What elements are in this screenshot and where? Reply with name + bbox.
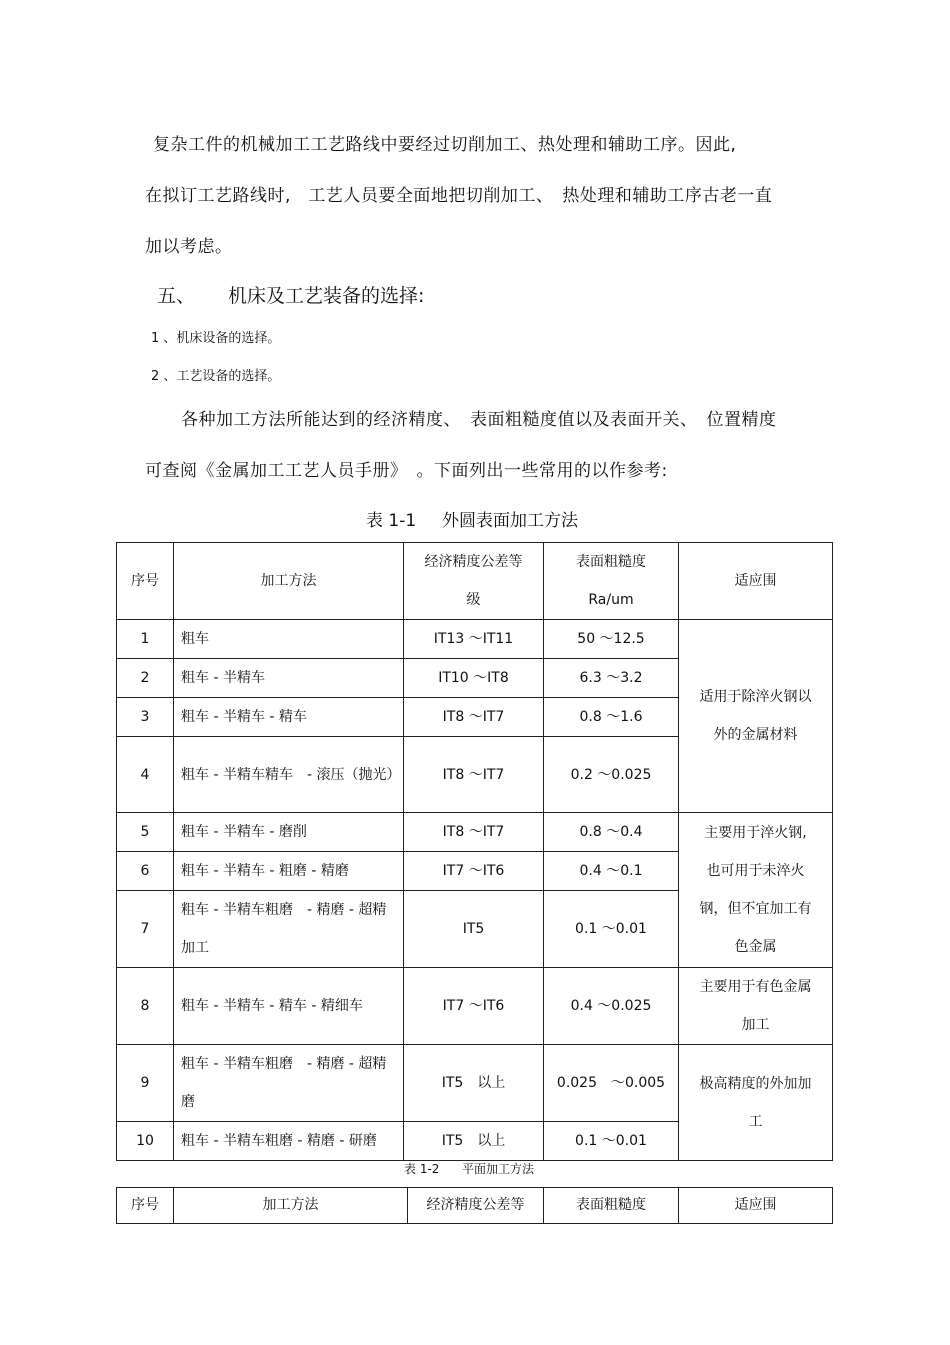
cell-num: 8 — [117, 968, 174, 1045]
cell-num: 10 — [117, 1122, 174, 1161]
table-caption-title: 平面加工方法 — [462, 1162, 535, 1176]
cell-num: 4 — [117, 737, 174, 813]
table-header-row — [117, 543, 833, 620]
table-plane-methods — [116, 1187, 833, 1224]
header-method: 加工方法 — [174, 543, 404, 620]
cell-scope: 主要用于有色金属 加工 — [679, 968, 833, 1045]
header-grade: 经济精度公差等 — [408, 1188, 544, 1224]
paragraph-line: 复杂工件的机械加工工艺路线中要经过切削加工、热处理和辅助工序。因此, — [153, 135, 737, 155]
header-method: 加工方法 — [174, 1188, 408, 1224]
cell-method: 粗车 - 半精车粗磨 - 精磨 - 研磨 — [174, 1122, 404, 1161]
cell-method: 粗车 - 半精车粗磨 - 精磨 - 超精加工 — [174, 891, 404, 968]
cell-grade: IT5 以上 — [404, 1122, 544, 1161]
cell-scope: 极高精度的外加加 工 — [679, 1045, 833, 1161]
table-row — [117, 813, 833, 852]
cell-scope: 适用于除淬火钢以 外的金属材料 — [679, 620, 833, 813]
cell-roughness: 0.1 ～0.01 — [544, 1122, 679, 1161]
cell-method: 粗车 - 半精车粗磨 - 精磨 - 超精磨 — [174, 1045, 404, 1122]
section-number: 五、 — [157, 285, 196, 307]
header-num: 序号 — [117, 543, 174, 620]
paragraph-line: 可查阅《金属加工工艺人员手册》 。下面列出一些常用的以作参考: — [145, 461, 668, 481]
cell-grade: IT8 ～IT7 — [404, 813, 544, 852]
cell-method: 粗车 - 半精车精车 - 滚压（抛光） — [174, 737, 404, 813]
list-item: 1 、机床设备的选择。 — [151, 331, 281, 346]
table-caption-number: 表 1-2 — [404, 1162, 440, 1176]
header-num: 序号 — [117, 1188, 174, 1224]
cell-num: 3 — [117, 698, 174, 737]
header-grade: 经济精度公差等 级 — [404, 543, 544, 620]
cell-grade: IT7 ～IT6 — [404, 852, 544, 891]
paragraph-line: 在拟订工艺路线时, 工艺人员要全面地把切削加工、 热处理和辅助工序古老一直 — [145, 186, 773, 206]
cell-num: 7 — [117, 891, 174, 968]
header-scope: 适应围 — [679, 1188, 833, 1224]
cell-roughness: 0.1 ～0.01 — [544, 891, 679, 968]
cell-scope: 主要用于淬火钢, 也可用于未淬火 钢，但不宜加工有 色金属 — [679, 813, 833, 968]
paragraph-line: 各种加工方法所能达到的经济精度、 表面粗糙度值以及表面开关、 位置精度 — [181, 410, 777, 430]
cell-grade: IT5 以上 — [404, 1045, 544, 1122]
cell-num: 2 — [117, 659, 174, 698]
table-external-cylinder-methods — [116, 542, 833, 1161]
section-title: 机床及工艺装备的选择: — [228, 285, 425, 307]
cell-method: 粗车 - 半精车 - 精车 — [174, 698, 404, 737]
cell-roughness: 50 ～12.5 — [544, 620, 679, 659]
cell-method: 粗车 - 半精车 - 精车 - 精细车 — [174, 968, 404, 1045]
cell-grade: IT7 ～IT6 — [404, 968, 544, 1045]
cell-grade: IT10 ～IT8 — [404, 659, 544, 698]
cell-grade: IT13 ～IT11 — [404, 620, 544, 659]
table-row — [117, 968, 833, 1045]
cell-roughness: 0.025 ～0.005 — [544, 1045, 679, 1122]
cell-roughness: 0.8 ～1.6 — [544, 698, 679, 737]
cell-num: 9 — [117, 1045, 174, 1122]
cell-grade: IT8 ～IT7 — [404, 698, 544, 737]
cell-num: 6 — [117, 852, 174, 891]
header-roughness: 表面粗糙度 — [544, 1188, 679, 1224]
cell-grade: IT8 ～IT7 — [404, 737, 544, 813]
cell-num: 1 — [117, 620, 174, 659]
header-scope: 适应围 — [679, 543, 833, 620]
paragraph-line: 加以考虑。 — [145, 237, 233, 257]
table-row — [117, 1045, 833, 1122]
cell-grade: IT5 — [404, 891, 544, 968]
cell-method: 粗车 — [174, 620, 404, 659]
table-caption-title: 外圆表面加工方法 — [442, 511, 578, 531]
table-row — [117, 620, 833, 659]
cell-roughness: 0.2 ～0.025 — [544, 737, 679, 813]
cell-roughness: 0.4 ～0.1 — [544, 852, 679, 891]
header-roughness: 表面粗糙度 Ra/um — [544, 543, 679, 620]
table-caption-number: 表 1-1 — [366, 511, 417, 531]
cell-roughness: 0.8 ～0.4 — [544, 813, 679, 852]
list-item: 2 、工艺设备的选择。 — [151, 369, 281, 384]
cell-num: 5 — [117, 813, 174, 852]
cell-roughness: 6.3 ～3.2 — [544, 659, 679, 698]
table-header-row — [117, 1188, 833, 1224]
cell-method: 粗车 - 半精车 — [174, 659, 404, 698]
cell-method: 粗车 - 半精车 - 粗磨 - 精磨 — [174, 852, 404, 891]
cell-roughness: 0.4 ～0.025 — [544, 968, 679, 1045]
cell-method: 粗车 - 半精车 - 磨削 — [174, 813, 404, 852]
